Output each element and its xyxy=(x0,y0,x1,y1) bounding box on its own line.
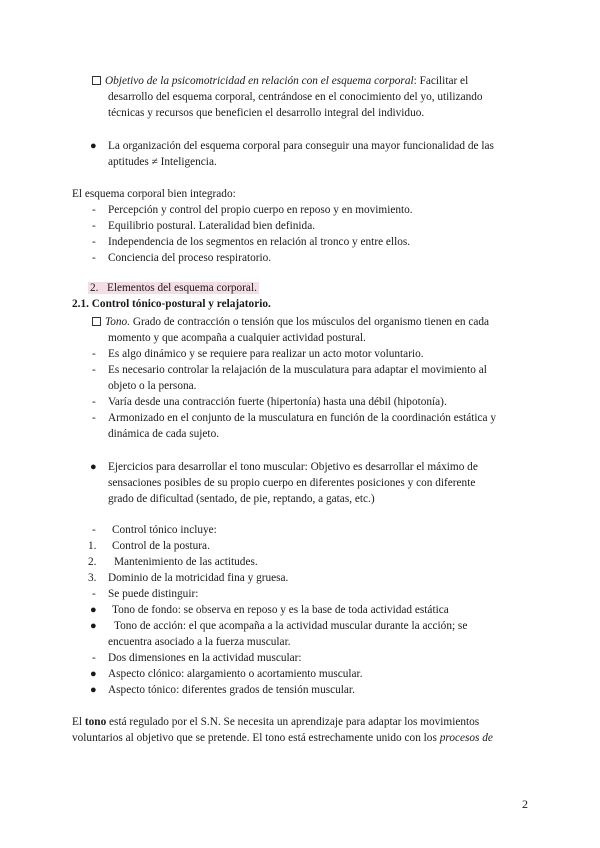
dash-icon: - xyxy=(92,652,96,664)
list-item: Armonizado en el conjunto de la musculatura en función de la coordinación estática y xyxy=(108,412,497,424)
numbered-item: Control de la postura. xyxy=(112,540,210,552)
bullet-icon: ● xyxy=(90,668,97,680)
dash-icon: - xyxy=(92,204,96,216)
list-item-cont: dinámica de cada sujeto. xyxy=(108,428,220,440)
aspecto-tonico: Aspecto tónico: diferentes grados de tensión muscular. xyxy=(108,684,355,696)
checkbox-icon xyxy=(92,76,101,85)
checkbox-icon xyxy=(92,317,101,326)
page-number: 2 xyxy=(522,797,528,811)
final-line1: El tono está regulado por el S.N. Se necesita un aprendizaje para adaptar los movimientos xyxy=(72,716,480,728)
objective-line1: Objetivo de la psicomotricidad en relación con el esquema corporal: Facilitar el xyxy=(92,73,468,89)
bullet-icon: ● xyxy=(90,604,97,616)
bullet-icon: ● xyxy=(90,684,97,696)
objective-line3: técnicas y recursos que beneficien el desarrollo integral del individuo. xyxy=(108,107,425,119)
bullet-icon: ● xyxy=(90,140,97,152)
organizacion-line1: La organización del esquema corporal para conseguir una mayor funcionalidad de las xyxy=(108,140,494,152)
tono-accion-line1: Tono de acción: el que acompaña a la actividad muscular durante la acción; se xyxy=(114,620,468,632)
list-number: 3. xyxy=(88,572,97,584)
tono-line2: momento y que acompaña a cualquier actividad postural. xyxy=(108,332,366,344)
dash-icon: - xyxy=(92,236,96,248)
list-number: 2. xyxy=(88,556,97,568)
ejercicios-line1: Ejercicios para desarrollar el tono muscular: Objetivo es desarrollar el máximo de xyxy=(108,461,478,473)
list-item: Conciencia del proceso respiratorio. xyxy=(108,252,272,264)
list-number: 1. xyxy=(88,540,97,552)
list-item: Equilibrio postural. Lateralidad bien definida. xyxy=(108,220,316,232)
intro-text: El esquema corporal bien integrado: xyxy=(72,188,236,200)
dash-icon: - xyxy=(92,412,96,424)
section-heading-2: 2. Elementos del esquema corporal. xyxy=(90,282,257,294)
distinguir-text: Se puede distinguir: xyxy=(108,588,199,600)
objective-line2: desarrollo del esquema corporal, centrándose en el conocimiento del yo, utilizando xyxy=(108,91,483,103)
list-item: Varía desde una contracción fuerte (hipertonía) hasta una débil (hipotonía). xyxy=(108,396,447,408)
dimensiones-text: Dos dimensiones en la actividad muscular: xyxy=(108,652,302,664)
dash-icon: - xyxy=(92,348,96,360)
dash-icon: - xyxy=(92,364,96,376)
section-heading-2-1: 2.1. Control tónico-postural y relajatorio. xyxy=(72,298,271,310)
numbered-item: Dominio de la motricidad fina y gruesa. xyxy=(108,572,289,584)
final-line2: voluntarios al objetivo que se pretende. El tono está estrechamente unido con los procesos de xyxy=(72,732,493,744)
dash-icon: - xyxy=(92,396,96,408)
bullet-icon: ● xyxy=(90,620,97,632)
list-item: Percepción y control del propio cuerpo en reposo y en movimiento. xyxy=(108,204,413,216)
list-item-cont: objeto o la persona. xyxy=(108,380,197,392)
list-item: Es algo dinámico y se requiere para realizar un acto motor voluntario. xyxy=(108,348,424,360)
organizacion-line2: aptitudes ≠ Inteligencia. xyxy=(108,156,217,168)
ejercicios-line2: sensaciones posibles de su propio cuerpo en diferentes posiciones y con diferente xyxy=(108,477,476,489)
dash-icon: - xyxy=(92,524,96,536)
dash-icon: - xyxy=(92,588,96,600)
control-incluye: Control tónico incluye: xyxy=(112,524,217,536)
bullet-icon: ● xyxy=(90,461,97,473)
aspecto-clonico: Aspecto clónico: alargamiento o acortamiento muscular. xyxy=(108,668,363,680)
tono-accion-line2: encuentra asociado a la fuerza muscular. xyxy=(108,636,291,648)
list-item: Independencia de los segmentos en relación al tronco y entre ellos. xyxy=(108,236,411,248)
dash-icon: - xyxy=(92,252,96,264)
ejercicios-line3: grado de dificultad (sentado, de pie, reptando, a gatas, etc.) xyxy=(108,493,375,505)
numbered-item: Mantenimiento de las actitudes. xyxy=(114,556,258,568)
dash-icon: - xyxy=(92,220,96,232)
tono-fondo: Tono de fondo: se observa en reposo y es la base de toda actividad estática xyxy=(112,604,449,616)
list-item: Es necesario controlar la relajación de la musculatura para adaptar el movimiento al xyxy=(108,364,487,376)
tono-line1: Tono. Grado de contracción o tensión que los músculos del organismo tienen en cada xyxy=(92,314,489,330)
